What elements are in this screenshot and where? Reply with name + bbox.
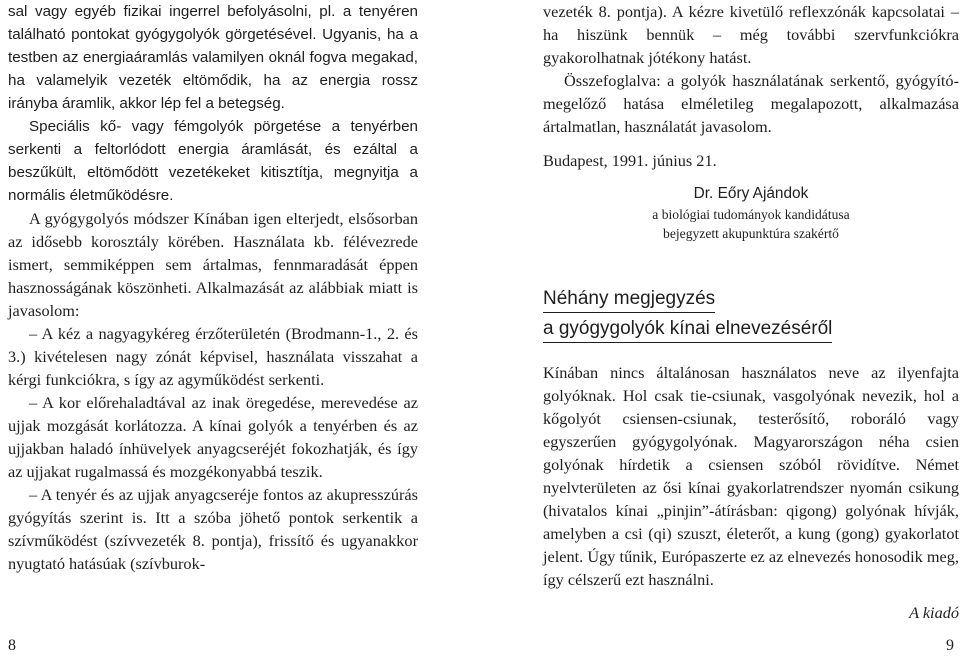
signature-title-1: a biológiai tudományok kandidátusa (652, 207, 850, 222)
summary-paragraph: Összefoglalva: a golyók használatának serkentő, gyógyító-megelőző hatása elméletileg megalapozott, alkalmazása ártalmatlan, használatát javasolom. (543, 71, 959, 136)
publisher-signoff: A kiadó (909, 603, 959, 622)
bullet-brodmann: – A kéz a nagyagykéreg érzőterületén (Brodmann-1., 2. és 3.) kivételesen nagy zónát képvisel, használata visszahat a kérgi funkciókra, s így az agyműködést serkenti. (8, 324, 418, 389)
intro-paragraph: sal vagy egyéb fizikai ingerrel befolyásolni, pl. a tenyéren található pontokat gyógygolyók görgetésével. Ugyanis, ha a testben az energiaáramlás valamilyen oknál fogva megakad, ha valamelyik vezeték eltömődik, ha az energia rossz irányba áramlik, akkor lép fel a betegség. (8, 3, 418, 112)
paragraph-gyogygolyos: A gyógygolyós módszer Kínában igen elterjedt, elsősorban az idősebb korosztály körében. Használata kb. félévezrede ismert, semmiképpen sem ártalmas, fennmaradását éppen hasznosságának köszönheti. Alkalmazását az alábbiak miatt is javasolom: (8, 209, 418, 320)
continuation-paragraph: vezeték 8. pontja). A kézre kivetülő reflexzónák kapcsolatai – ha hiszünk bennük – még további szervfunkciókra gyakorolhatnak jótékony hatást. (543, 2, 959, 67)
heading-line-1: Néhány megjegyzés (543, 287, 715, 313)
signature-name: Dr. Eőry Ajándok (693, 185, 809, 202)
page-number-right: 9 (946, 637, 954, 654)
signature-title-2: bejegyzett akupunktúra szakértő (663, 226, 839, 241)
paragraph-speciális: Speciális kő- vagy fémgolyók pörgetése a tenyérben serkenti a feltorlódott energia áramlását, és ezáltal a beszűkült, eltömődött vezetékeket kitisztítja, megnyitja a normális életműködésre. (8, 118, 418, 204)
page-number-left: 8 (8, 637, 16, 654)
bullet-anyagcsere: – A tenyér és az ujjak anyagcseréje fontos az akupresszúrás gyógyítás szerint is. Itt a szóba jöhető pontok serkentik a szívműködést (szívvezeték 8. pontja), frissítő és ugyanakkor nyugtató hatásúak (szívburok- (8, 485, 418, 573)
place-date: Budapest, 1991. június 21. (543, 151, 717, 170)
left-column (8, 0, 418, 575)
heading-line-2: a gyógygolyók kínai elnevezéséről (543, 317, 832, 343)
bullet-inak: – A kor előrehaladtával az inak öregedése, merevedése az ujjak mozgását korlátozza. A kínai golyók a tenyérben és az ujjakban haladó ínhüvelyek anyagcseréjét fokozhatják, és így az ujjakat rugalmassá és mozgékonyabbá teszik. (8, 393, 418, 481)
section-heading (543, 287, 959, 343)
right-column (543, 0, 959, 624)
notes-paragraph: Kínában nincs általánosan használatos neve az ilyenfajta golyóknak. Hol csak tie-csiunak, vasgolyónak nevezik, hol a kőgolyót csiensen-csiunak, testerősítő, roboráló vagy egyszerűen gyógygolyónak. Magyarországon néha csien golyónak hírdetik a csiensen szóból rövidítve. Német nyelvterületen az ősi kínai gyakorlatrendszer nyomán csikung (hivatalos kínai „pinjin”-átírásban: qigong) golyónak hívják, amelyben a csi (qi) szuszt, életerőt, a kung (gong) gyakorlatot jelent. Úgy tűnik, Európaszerte ez az elnevezés honosodik meg, így célszerű ezt használni. (543, 363, 959, 589)
